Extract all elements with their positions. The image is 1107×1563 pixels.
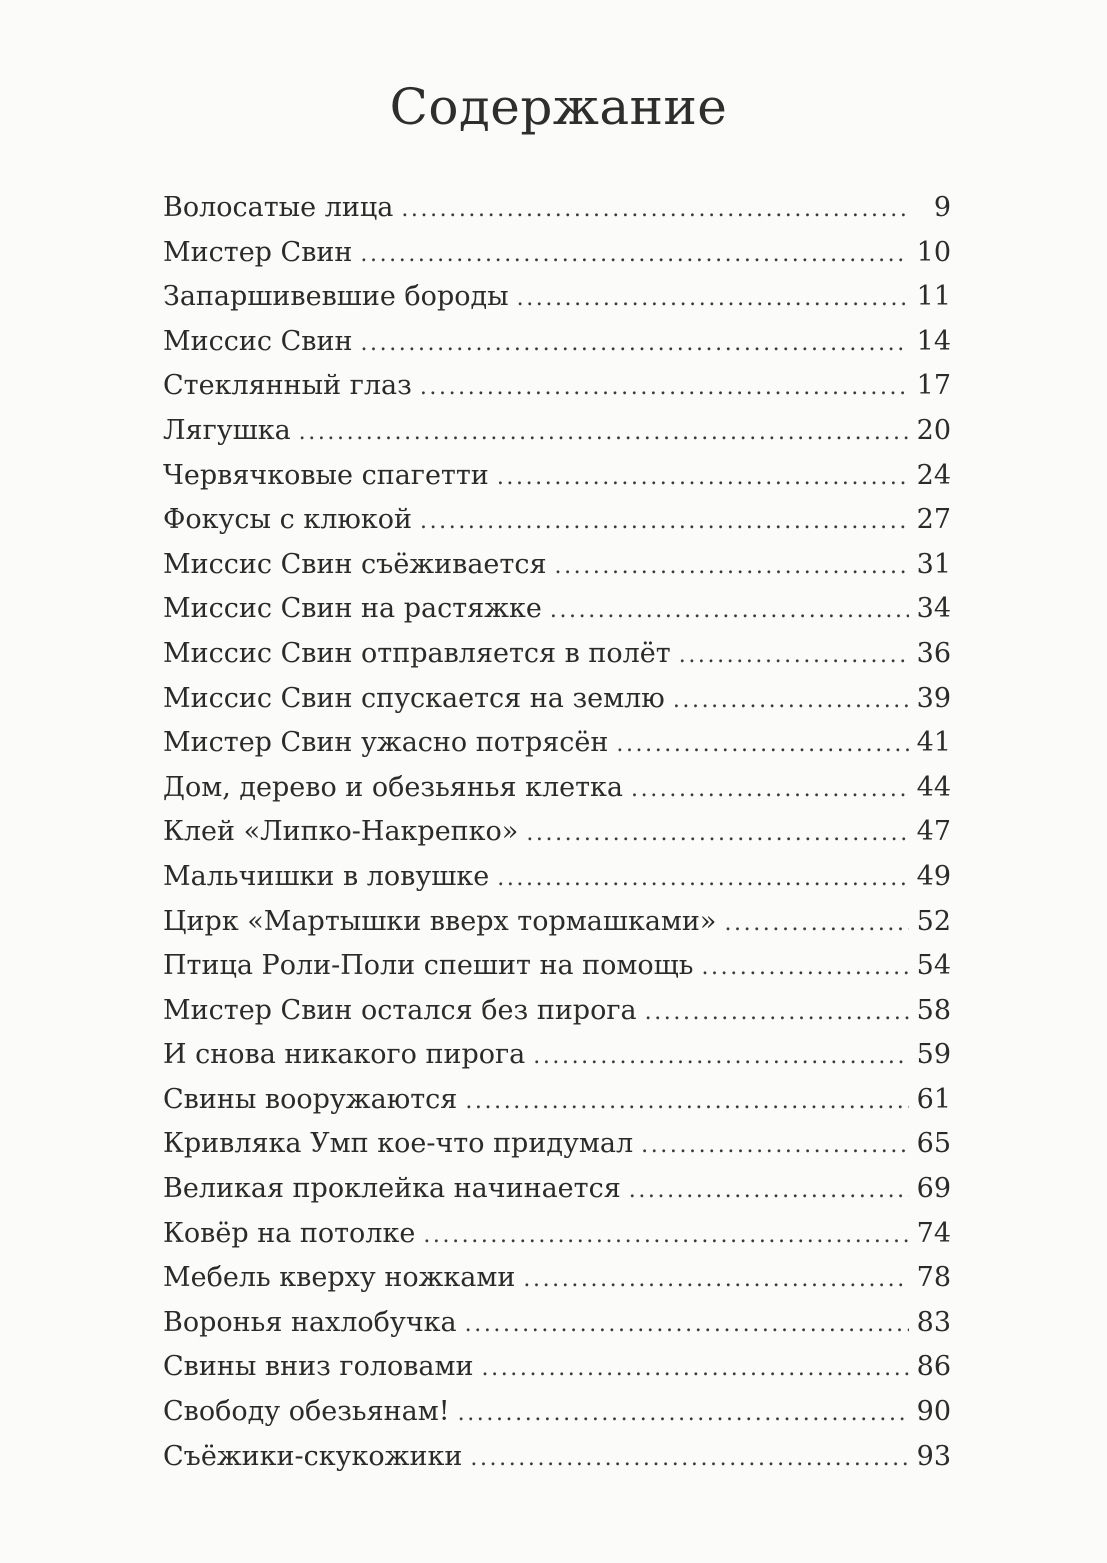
- entry-title: Миссис Свин на растяжке: [163, 593, 542, 625]
- dot-leader: [470, 1437, 908, 1482]
- entry-page-number: 69: [916, 1173, 951, 1205]
- entry-title: Птица Роли-Поли спешит на помощь: [163, 950, 694, 982]
- entry-title: Цирк «Мартышки вверх тормашками»: [163, 905, 717, 937]
- entry-title: Мебель кверху ножками: [163, 1262, 516, 1294]
- entry-page-number: 17: [916, 370, 951, 402]
- toc-entry: [163, 944, 951, 989]
- toc-entry: [163, 632, 951, 677]
- toc-entry: [163, 1256, 951, 1301]
- dot-leader: [533, 1035, 908, 1080]
- entry-page-number: 14: [916, 325, 951, 357]
- toc-entry: [163, 989, 951, 1034]
- entry-title: Лягушка: [163, 414, 291, 446]
- dot-leader: [645, 991, 909, 1036]
- entry-page-number: 83: [916, 1306, 951, 1338]
- entry-page-number: 27: [916, 504, 951, 536]
- toc-entry: [163, 498, 951, 543]
- entry-title: Великая проклейка начинается: [163, 1173, 621, 1205]
- entry-page-number: 44: [916, 771, 951, 803]
- toc-entry: [163, 1345, 951, 1390]
- entry-page-number: 59: [916, 1039, 951, 1071]
- dot-leader: [523, 1258, 908, 1303]
- entry-title: Ковёр на потолке: [163, 1217, 416, 1249]
- toc-entry: [163, 275, 951, 320]
- dot-leader: [550, 589, 909, 634]
- entry-page-number: 41: [916, 727, 951, 759]
- toc-entry: [163, 409, 951, 454]
- toc-entry: [163, 186, 951, 231]
- toc-entry: [163, 364, 951, 409]
- entry-page-number: 86: [916, 1351, 951, 1383]
- dot-leader: [458, 1392, 909, 1437]
- entry-title: Свины вниз головами: [163, 1351, 474, 1383]
- entry-title: Запаршивевшие бороды: [163, 281, 509, 313]
- toc-entry: [163, 900, 951, 945]
- entry-page-number: 52: [916, 905, 951, 937]
- dot-leader: [701, 946, 908, 991]
- entry-title: Стеклянный глаз: [163, 370, 412, 402]
- entry-page-number: 9: [933, 192, 951, 223]
- dot-leader: [497, 456, 909, 501]
- entry-page-number: 47: [916, 816, 951, 848]
- entry-page-number: 74: [916, 1217, 951, 1249]
- entry-page-number: 31: [916, 548, 951, 580]
- entry-title: Дом, дерево и обезьянья клетка: [163, 771, 624, 803]
- toc-entry: [163, 1301, 951, 1346]
- toc-entry: [163, 810, 951, 855]
- entry-title: Свободу обезьянам!: [163, 1396, 450, 1428]
- dot-leader: [420, 366, 909, 411]
- toc-entry: [163, 1167, 951, 1212]
- dot-leader: [641, 1124, 909, 1169]
- toc-entry: [163, 766, 951, 811]
- dot-leader: [497, 857, 908, 902]
- toc-entry: [163, 1078, 951, 1123]
- dot-leader: [360, 322, 908, 367]
- dot-leader: [401, 188, 909, 233]
- dot-leader: [299, 411, 909, 456]
- entry-page-number: 78: [916, 1262, 951, 1294]
- entry-page-number: 65: [916, 1128, 951, 1160]
- entry-title: Волосатые лица: [163, 192, 394, 223]
- entry-title: Мистер Свин ужасно потрясён: [163, 727, 609, 759]
- dot-leader: [420, 500, 909, 545]
- dot-leader: [465, 1080, 908, 1125]
- entry-page-number: 24: [916, 459, 951, 491]
- dot-leader: [616, 723, 908, 768]
- entry-page-number: 10: [916, 236, 951, 268]
- dot-leader: [673, 679, 909, 724]
- entry-page-number: 34: [916, 593, 951, 625]
- dot-leader: [465, 1303, 909, 1348]
- entry-title: Мальчишки в ловушке: [163, 860, 490, 892]
- toc-entry: [163, 231, 951, 276]
- entry-title: И снова никакого пирога: [163, 1039, 526, 1071]
- entry-page-number: 11: [916, 281, 951, 313]
- entry-title: Клей «Липко-Накрепко»: [163, 816, 519, 848]
- entry-title: Миссис Свин отправляется в полёт: [163, 637, 671, 669]
- entry-page-number: 39: [916, 682, 951, 714]
- toc-entry: [163, 1212, 951, 1257]
- dot-leader: [724, 902, 908, 947]
- toc-entry: [163, 1033, 951, 1078]
- dot-leader: [555, 545, 909, 590]
- dot-leader: [679, 634, 909, 679]
- entry-page-number: 49: [916, 860, 951, 892]
- toc-entry: [163, 320, 951, 365]
- entry-title: Миссис Свин: [163, 325, 353, 357]
- dot-leader: [517, 277, 909, 322]
- entry-page-number: 36: [916, 637, 951, 669]
- toc-entry: [163, 454, 951, 499]
- toc-entry: [163, 543, 951, 588]
- entry-title: Мистер Свин: [163, 236, 353, 268]
- table-of-contents: [163, 186, 951, 1479]
- entry-title: Съёжики-скукожики: [163, 1440, 463, 1472]
- entry-page-number: 90: [916, 1396, 951, 1428]
- entry-title: Червячковые спагетти: [163, 459, 489, 491]
- dot-leader: [360, 233, 908, 278]
- entry-page-number: 54: [916, 950, 951, 982]
- toc-entry: [163, 677, 951, 722]
- dot-leader: [631, 768, 909, 813]
- entry-title: Фокусы с клюкой: [163, 504, 412, 536]
- toc-entry: [163, 587, 951, 632]
- entry-title: Мистер Свин остался без пирога: [163, 994, 637, 1026]
- page-title: Содержание: [389, 78, 728, 136]
- entry-title: Свины вооружаются: [163, 1083, 458, 1115]
- entry-page-number: 61: [916, 1083, 951, 1115]
- entry-title: Воронья нахлобучка: [163, 1306, 457, 1338]
- dot-leader: [482, 1347, 909, 1392]
- entry-title: Кривляка Умп кое-что придумал: [163, 1128, 634, 1160]
- toc-entry: [163, 1122, 951, 1167]
- entry-title: Миссис Свин спускается на землю: [163, 682, 665, 714]
- toc-entry: [163, 855, 951, 900]
- entry-title: Миссис Свин съёживается: [163, 548, 547, 580]
- toc-entry: [163, 721, 951, 766]
- dot-leader: [629, 1169, 909, 1214]
- entry-page-number: 58: [916, 994, 951, 1026]
- toc-entry: [163, 1435, 951, 1480]
- dot-leader: [526, 812, 908, 857]
- entry-page-number: 93: [916, 1440, 951, 1472]
- entry-page-number: 20: [916, 414, 951, 446]
- toc-entry: [163, 1390, 951, 1435]
- dot-leader: [423, 1214, 908, 1259]
